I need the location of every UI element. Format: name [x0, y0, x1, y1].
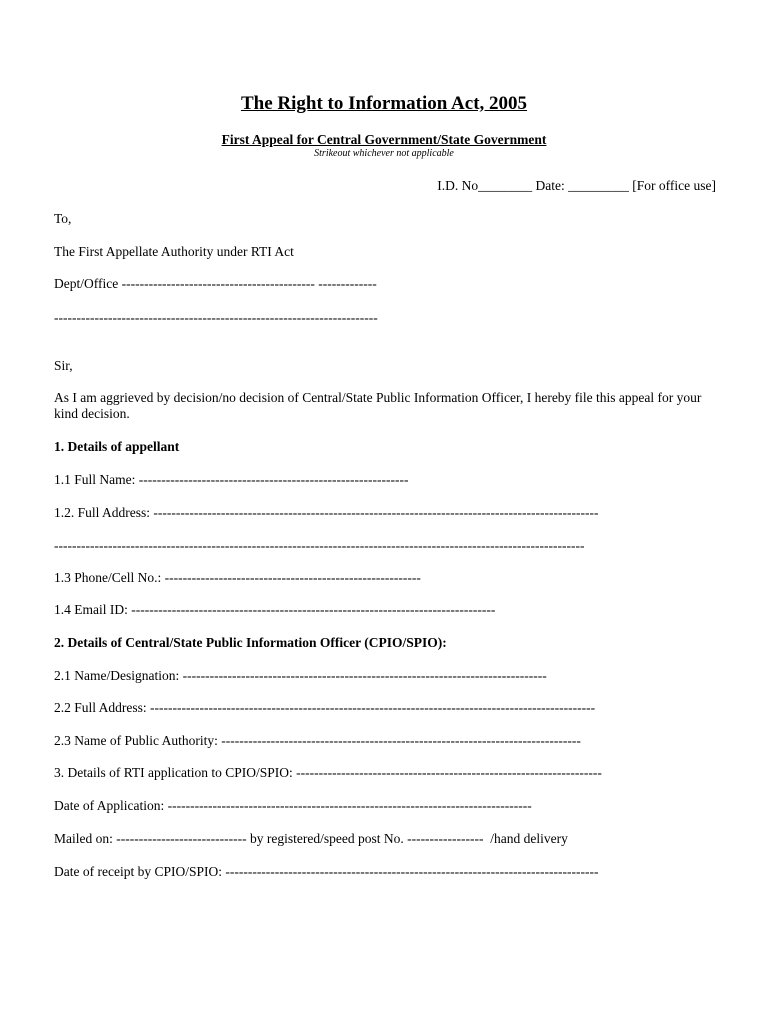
to-line: To, [54, 211, 72, 226]
appellant-phone-field: 1.3 Phone/Cell No.: --------------------------------------------------------- [54, 570, 421, 585]
appellant-full-address-field-continued: ---------------------------------------------------------------------------------------------------------------------- [54, 538, 585, 553]
appellant-full-address-field: 1.2. Full Address: --------------------------------------------------------------------------------------------------- [54, 505, 599, 520]
mailed-on-field: Mailed on: ----------------------------- by registered/speed post No. ----------------- /hand delivery [54, 831, 568, 846]
dept-office-field-continued: ------------------------------------------------------------------------ [54, 310, 378, 325]
appellate-authority-line: The First Appellate Authority under RTI Act [54, 244, 294, 259]
appellant-full-name-field: 1.1 Full Name: ------------------------------------------------------------ [54, 472, 409, 487]
section-3-heading: 3. Details of RTI application to CPIO/SPIO: -------------------------------------------------------------------- [54, 765, 602, 780]
date-of-receipt-field: Date of receipt by CPIO/SPIO: ----------------------------------------------------------------------------------- [54, 864, 599, 879]
appeal-body-paragraph: As I am aggrieved by decision/no decision of Central/State Public Information Officer, I hereby file this appeal for your kind decision. [54, 390, 702, 421]
date-of-application-field: Date of Application: --------------------------------------------------------------------------------- [54, 798, 532, 813]
strikeout-note: Strikeout whichever not applicable [314, 148, 454, 159]
section-1-heading: 1. Details of appellant [54, 439, 180, 454]
document-subtitle: First Appeal for Central Government/State Government [221, 132, 547, 147]
salutation: Sir, [54, 358, 73, 373]
document-title: The Right to Information Act, 2005 [240, 93, 528, 114]
cpio-full-address-field: 2.2 Full Address: --------------------------------------------------------------------------------------------------- [54, 700, 596, 715]
cpio-name-designation-field: 2.1 Name/Designation: --------------------------------------------------------------------------------- [54, 668, 547, 683]
section-2-heading: 2. Details of Central/State Public Information Officer (CPIO/SPIO): [54, 635, 447, 650]
appellant-email-field: 1.4 Email ID: --------------------------------------------------------------------------------- [54, 602, 496, 617]
public-authority-name-field: 2.3 Name of Public Authority: -------------------------------------------------------------------------------- [54, 733, 581, 748]
dept-office-field: Dept/Office ------------------------------------------- ------------- [54, 276, 377, 291]
office-use-line: I.D. No________ Date: _________ [For office use] [437, 178, 716, 193]
